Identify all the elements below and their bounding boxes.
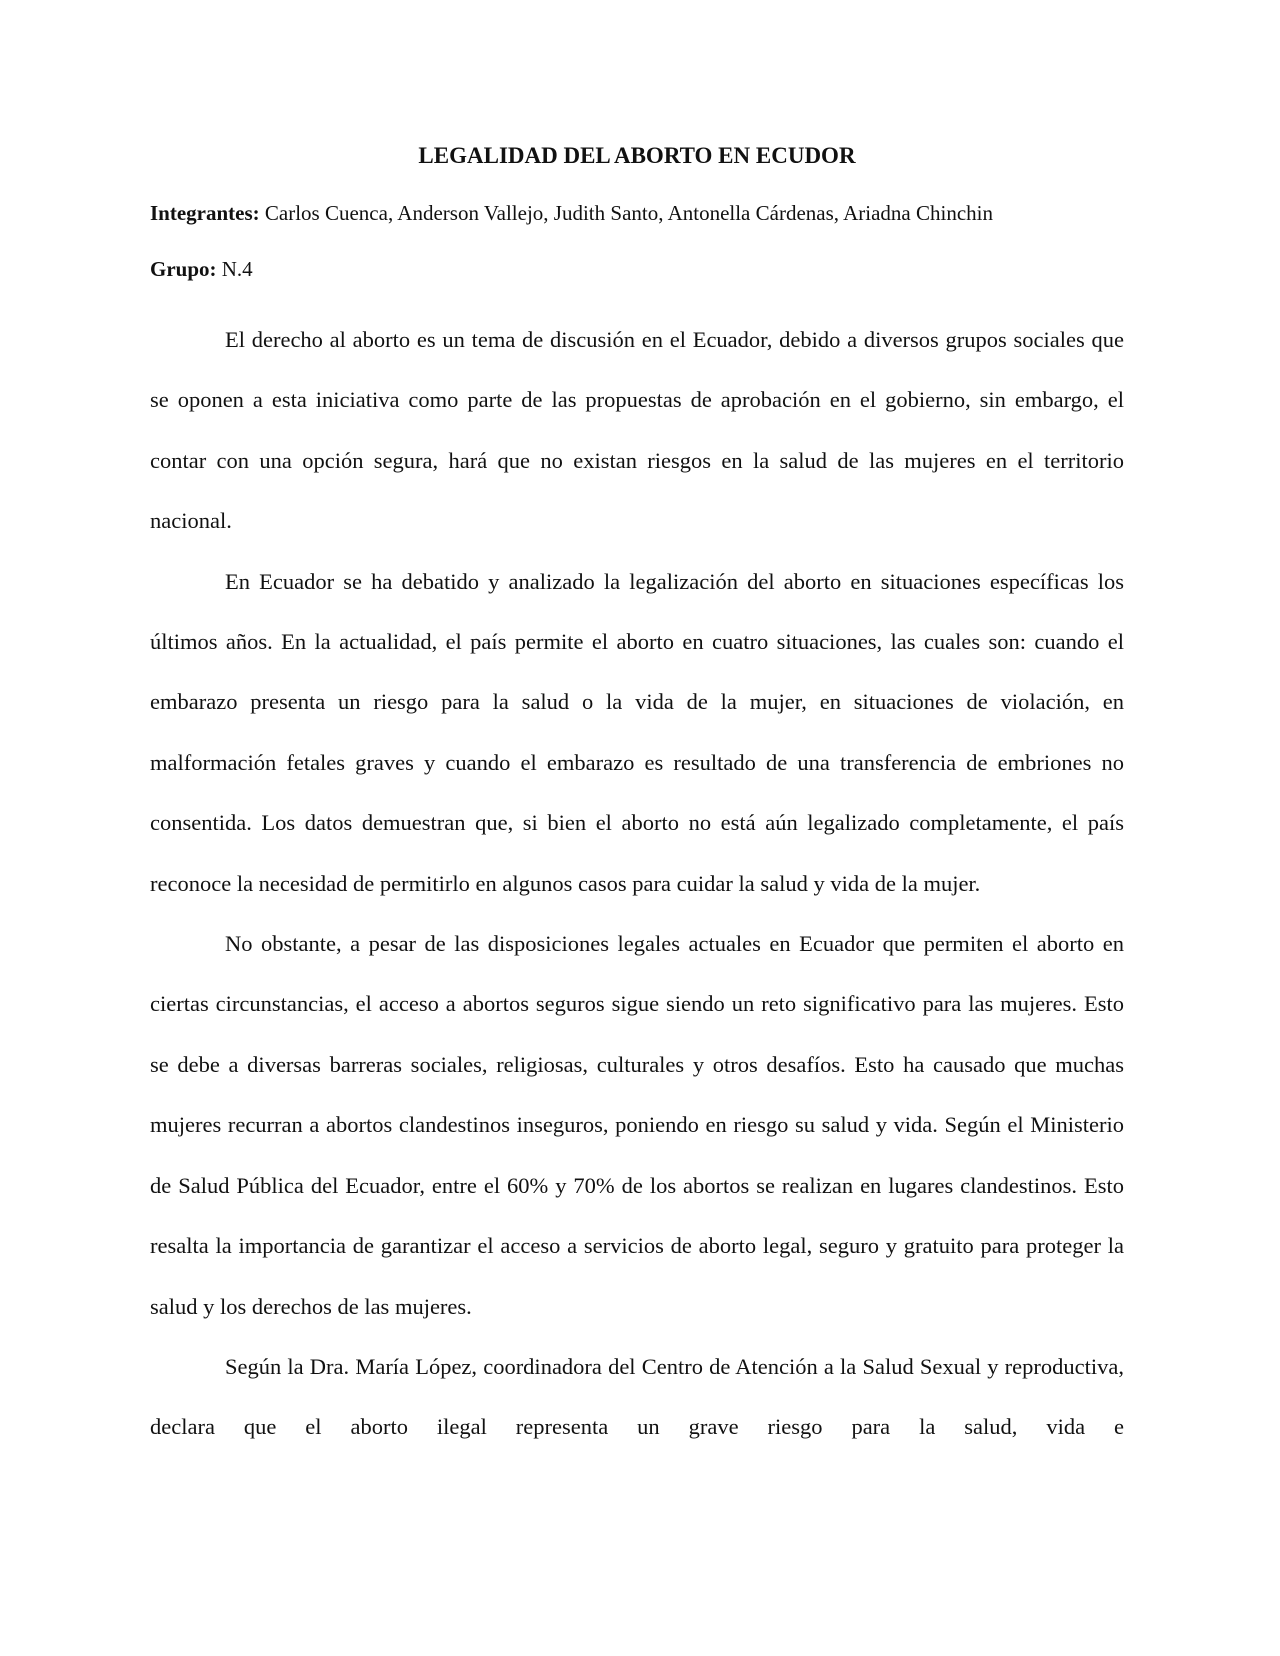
paragraph: Según la Dra. María López, coordinadora del Centro de Atención a la Salud Sexual y reproductiva, declara que el aborto ilegal representa un grave riesgo para la salud, vida e: [150, 1353, 1124, 1440]
members-value: Carlos Cuenca, Anderson Vallejo, Judith Santo, Antonella Cárdenas, Ariadna Chinchin: [264, 201, 993, 225]
members-label: Integrantes:: [150, 201, 260, 225]
document-title: LEGALIDAD DEL ABORTO EN ECUDOR: [418, 143, 856, 168]
document-page: [150, 140, 1124, 1458]
paragraph: No obstante, a pesar de las disposiciones legales actuales en Ecuador que permiten el aborto en ciertas circunstancias, el acceso a abortos seguros sigue siendo un reto significativo para las mujeres. Esto se debe a diversas barreras sociales, religiosas, culturales y otros desafíos. Esto ha causado que muchas mujeres recurran a abortos clandestinos inseguros, poniendo en riesgo su salud y vida. Según el Ministerio de Salud Pública del Ecuador, entre el 60% y 70% de los abortos se realizan en lugares clandestinos. Esto resalta la importancia de garantizar el acceso a servicios de aborto legal, seguro y gratuito para proteger la salud y los derechos de las mujeres.: [150, 931, 1124, 1319]
group-line: [150, 254, 1124, 284]
paragraph: El derecho al aborto es un tema de discusión en el Ecuador, debido a diversos grupos sociales que se oponen a esta iniciativa como parte de las propuestas de aprobación en el gobierno, sin embargo, el contar con una opción segura, hará que no existan riesgos en la salud de las mujeres en el territorio nacional.: [150, 327, 1124, 534]
paragraph: En Ecuador se ha debatido y analizado la legalización del aborto en situaciones específicas los últimos años. En la actualidad, el país permite el aborto en cuatro situaciones, las cuales son: cuando el embarazo presenta un riesgo para la salud o la vida de la mujer, en situaciones de violación, en malformación fetales graves y cuando el embarazo es resultado de una transferencia de embriones no consentida. Los datos demuestran que, si bien el aborto no está aún legalizado completamente, el país reconoce la necesidad de permitirlo en algunos casos para cuidar la salud y vida de la mujer.: [150, 568, 1124, 896]
group-label: Grupo:: [150, 257, 217, 281]
members-line: [150, 198, 1124, 228]
group-value: N.4: [221, 257, 253, 281]
